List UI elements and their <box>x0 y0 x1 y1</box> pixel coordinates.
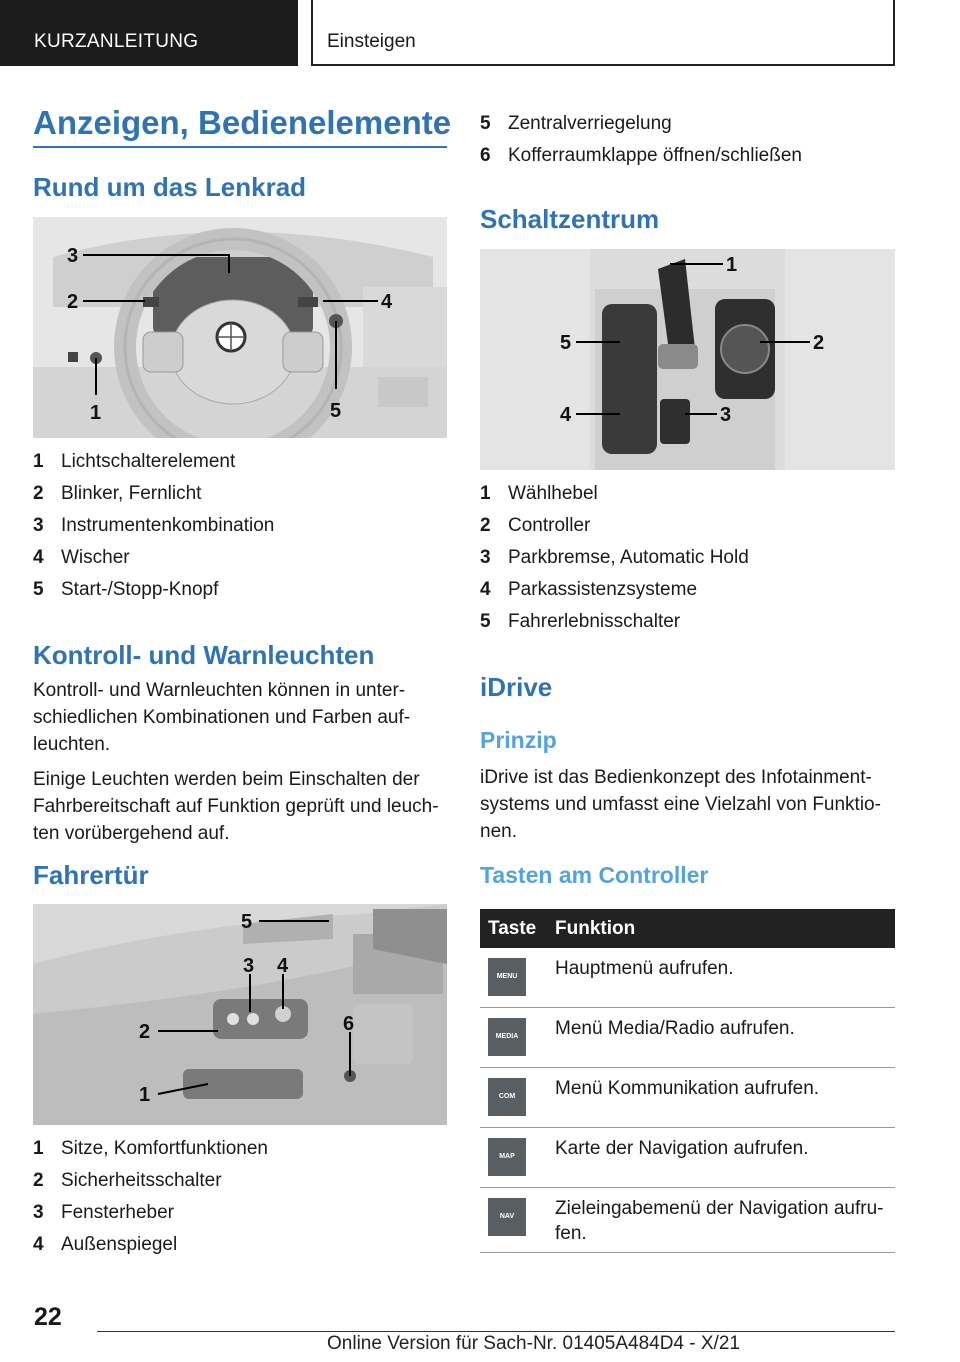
door-callout-3: 3 <box>243 955 255 977</box>
column-header-taste: Taste <box>488 918 537 939</box>
table-row: MAP Karte der Navigation aufrufen. <box>480 1128 895 1188</box>
list-item: 2 Sicherheitsschalter <box>33 1170 222 1191</box>
page-number: 22 <box>34 1303 62 1331</box>
title-rule <box>33 146 447 148</box>
center-callout-4: 4 <box>560 404 572 426</box>
list-item: 1 Sitze, Komfortfunktionen <box>33 1138 268 1159</box>
list-item: 6 Kofferraumklappe öffnen/schließen <box>480 145 802 166</box>
callout-1: 1 <box>90 402 102 424</box>
footer-online-version: Online Version für Sach-Nr. 01405A484D4 - X/21 <box>327 1333 740 1354</box>
door-image <box>33 904 447 1125</box>
door-callout-5: 5 <box>241 911 253 933</box>
page-header <box>0 0 960 66</box>
list-item: 5 Zentralverriegelung <box>480 113 672 134</box>
center-callout-5: 5 <box>560 332 572 354</box>
idrive-heading: iDrive <box>480 672 553 702</box>
page-title: Anzeigen, Bedienelemente <box>33 104 452 141</box>
center-heading: Schaltzentrum <box>480 204 660 234</box>
door-callout-2: 2 <box>139 1021 151 1043</box>
list-item: 1 Wählhebel <box>480 483 598 504</box>
list-item: 2 Controller <box>480 515 591 536</box>
media-key-icon: MEDIA <box>488 1018 526 1056</box>
door-heading: Fahrertür <box>33 860 149 890</box>
table-row: COM Menü Kommunikation aufrufen. <box>480 1068 895 1128</box>
table-header <box>480 909 895 948</box>
list-item: 3 Parkbremse, Automatic Hold <box>480 547 749 568</box>
list-item: 4 Wischer <box>33 547 130 568</box>
center-callout-1: 1 <box>726 254 738 276</box>
steering-heading: Rund um das Lenkrad <box>33 172 307 202</box>
door-legend <box>33 1133 447 1261</box>
list-item: 3 Fensterheber <box>33 1202 175 1223</box>
menu-key-icon: MENU <box>488 958 526 996</box>
nav-key-icon: NAV <box>488 1198 526 1236</box>
door-legend-continued <box>480 108 895 172</box>
chapter-tab: Einsteigen <box>311 0 895 66</box>
steering-callouts <box>33 217 447 438</box>
table-row: NAV Zieleingabemenü der Navigation aufru- fen. <box>480 1188 895 1253</box>
footer-rule <box>97 1331 895 1332</box>
controller-keys-heading: Tasten am Controller <box>480 862 709 888</box>
center-console-image <box>480 249 895 470</box>
callout-3: 3 <box>67 245 79 267</box>
column-header-funktion: Funktion <box>555 918 636 939</box>
warning-text: Kontroll- und Warnleuchten können in unter- schiedlichen Kombinationen und Farben auf- leuchten. Einige Leuchten werden beim Einschalten der Fahrbereitschaft auf Funktion geprüft und leuch- ten vorübergehend auf. <box>33 680 439 844</box>
list-item: 2 Blinker, Fernlicht <box>33 483 202 504</box>
center-callout-2: 2 <box>813 332 825 354</box>
center-legend <box>480 478 895 638</box>
table-row: MEDIA Menü Media/Radio aufrufen. <box>480 1008 895 1068</box>
steering-legend <box>33 446 447 606</box>
door-callout-4: 4 <box>277 955 289 977</box>
callout-5: 5 <box>330 400 342 422</box>
callout-2: 2 <box>67 291 79 313</box>
center-callout-3: 3 <box>720 404 732 426</box>
steering-wheel-image <box>33 217 447 438</box>
list-item: 5 Start-/Stopp-Knopf <box>33 579 219 600</box>
list-item: 3 Instrumentenkombination <box>33 515 275 536</box>
door-callouts <box>33 904 447 1125</box>
section-tab: KURZANLEITUNG <box>0 0 298 66</box>
idrive-text: iDrive ist das Bedienkonzept des Infotainment- systems und umfasst eine Vielzahl von Funktio- nen. <box>480 767 881 842</box>
list-item: 5 Fahrerlebnisschalter <box>480 611 681 632</box>
callout-4: 4 <box>381 291 393 313</box>
map-key-icon: MAP <box>488 1138 526 1176</box>
warning-heading: Kontroll- und Warnleuchten <box>33 640 375 670</box>
door-callout-6: 6 <box>343 1013 355 1035</box>
list-item: 1 Lichtschalterelement <box>33 451 236 472</box>
center-callouts <box>480 249 895 470</box>
table-row: MENU Hauptmenü aufrufen. <box>480 948 895 1008</box>
door-callout-1: 1 <box>139 1084 151 1106</box>
list-item: 4 Parkassistenzsysteme <box>480 579 698 600</box>
list-item: 4 Außenspiegel <box>33 1234 178 1255</box>
prinzip-heading: Prinzip <box>480 727 557 753</box>
controller-keys-table <box>480 909 895 1253</box>
com-key-icon: COM <box>488 1078 526 1116</box>
